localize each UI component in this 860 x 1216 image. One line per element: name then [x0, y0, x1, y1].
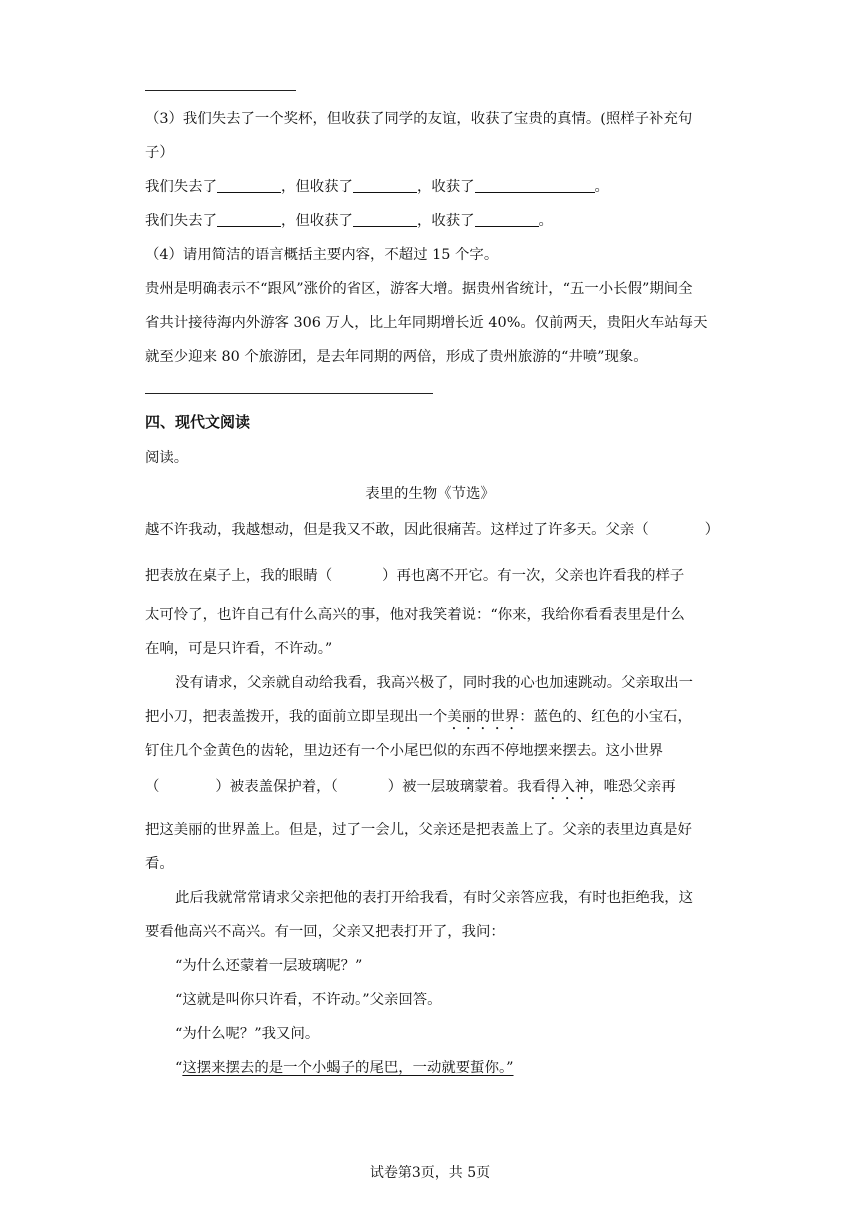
reading-line-11: 此后我就常常请求父亲把他的表打开给我看，有时父亲答应我，有时也拒绝我，这: [175, 890, 694, 906]
reading-blank-1[interactable]: [649, 522, 705, 536]
reading-blank-2[interactable]: [332, 568, 382, 582]
q4-prompt: （4）请用简洁的语言概括主要内容，不超过 15 个字。: [145, 247, 499, 263]
q3-blank-1[interactable]: [217, 178, 281, 193]
q3-prompt: （3）我们失去了一个奖杯，但收获了同学的友谊，收获了宝贵的真情。(照样子补充句: [145, 111, 693, 127]
reading-text: “: [175, 1060, 183, 1076]
q3-row-prefix: 我们失去了: [145, 179, 217, 195]
reading-text: （: [145, 779, 160, 795]
reading-text: 把小刀，把表盖拨开，我的面前立即呈现出一个: [145, 709, 448, 725]
reading-line-15: “为什么呢？”我又问。: [175, 1026, 320, 1042]
reading-line-1: [145, 518, 719, 539]
reading-line-3: 太可怜了，也许自己有什么高兴的事，他对我笑着说：“你来，我给你看看表里是什么: [145, 607, 685, 623]
q4-passage-line-3: 就至少迎来 80 个旅游团，是去年同期的两倍，形成了贵州旅游的“井喷”现象。: [145, 349, 648, 365]
emphasis-dotted-phrase: 得入神: [546, 779, 590, 795]
reading-line-5: 没有请求，父亲就自动给我看，我高兴极了，同时我的心也加速跳动。父亲取出一: [175, 675, 694, 691]
reading-blank-4[interactable]: [338, 779, 388, 793]
q3-blank-4[interactable]: [217, 212, 281, 227]
reading-text: 越不许我动，我越想动，但是我又不敢，因此很痛苦。这样过了许多天。父亲（: [145, 522, 649, 538]
q3-row-mid2: ，收获了: [416, 179, 475, 195]
reading-line-6: [145, 705, 692, 733]
reading-text: ）: [704, 522, 720, 538]
reading-line-2: [145, 564, 684, 585]
reading-line-13: “为什么还蒙着一层玻璃呢？”: [175, 958, 363, 974]
q3-row-mid1: ，但收获了: [280, 179, 353, 195]
q3-row-end: 。: [538, 213, 553, 229]
q3-blank-6[interactable]: [475, 212, 539, 227]
q3-blank-2[interactable]: [353, 178, 417, 193]
q3-prompt-cont: 子）: [145, 145, 174, 161]
section-heading: 四、现代文阅读: [145, 413, 251, 431]
reading-blank-3[interactable]: [159, 779, 215, 793]
underlined-sentence: 这摆来摆去的是一个小蝎子的尾巴，一动就要蜇你。”: [182, 1060, 514, 1076]
q3-answer-row-1: [145, 175, 609, 196]
q4-passage-line-1: 贵州是明确表示不“跟风”涨价的省区，游客大增。据贵州省统计，“五一小长假”期间全: [145, 281, 693, 297]
reading-line-7: 钉住几个金黄色的齿轮，里边还有一个小尾巴似的东西不停地摆来摆去。这小世界: [145, 743, 664, 759]
reading-text: ）被表盖保护着，（: [215, 779, 338, 795]
reading-line-4: 在响，可是只许看，不许动。”: [145, 641, 333, 657]
reading-text: 把表放在桌子上，我的眼睛（: [145, 568, 333, 584]
reading-line-10: 看。: [145, 856, 174, 872]
q3-row-prefix: 我们失去了: [145, 213, 217, 229]
answer-line-top[interactable]: [145, 90, 296, 91]
q4-answer-line[interactable]: [145, 393, 433, 394]
reading-text: ：蓝色的、红色的小宝石，: [519, 709, 692, 725]
q3-answer-row-2: [145, 209, 553, 230]
reading-line-14: “这就是叫你只许看，不许动。”父亲回答。: [175, 992, 442, 1008]
emphasis-dotted-phrase: 美丽的世界: [447, 709, 520, 725]
q3-blank-3[interactable]: [475, 178, 595, 193]
reading-line-9: 把这美丽的世界盖上。但是，过了一会儿，父亲还是把表盖上了。父亲的表里边真是好: [145, 822, 692, 838]
section-instruction: 阅读。: [145, 450, 189, 466]
reading-text: ，唯恐父亲再: [589, 779, 676, 795]
passage-title: 表里的生物《节选》: [365, 486, 495, 502]
reading-line-12: 要看他高兴不高兴。有一回，父亲又把表打开了，我问：: [145, 924, 505, 940]
reading-line-16: [175, 1056, 514, 1077]
reading-line-8: [145, 775, 676, 803]
q4-passage-line-2: 省共计接待海内外游客 306 万人，比上年同期增长近 40%。仅前两天，贵阳火车站每天: [145, 315, 708, 331]
q3-row-mid1: ，但收获了: [280, 213, 353, 229]
q3-row-mid2: ，收获了: [416, 213, 475, 229]
reading-text: ）再也离不开它。有一次，父亲也许看我的样子: [382, 568, 685, 584]
q3-row-end: 。: [594, 179, 609, 195]
q3-blank-5[interactable]: [353, 212, 417, 227]
page-footer: 试卷第3页，共 5页: [369, 1165, 491, 1181]
reading-text: ）被一层玻璃蒙着。我看: [387, 779, 547, 795]
